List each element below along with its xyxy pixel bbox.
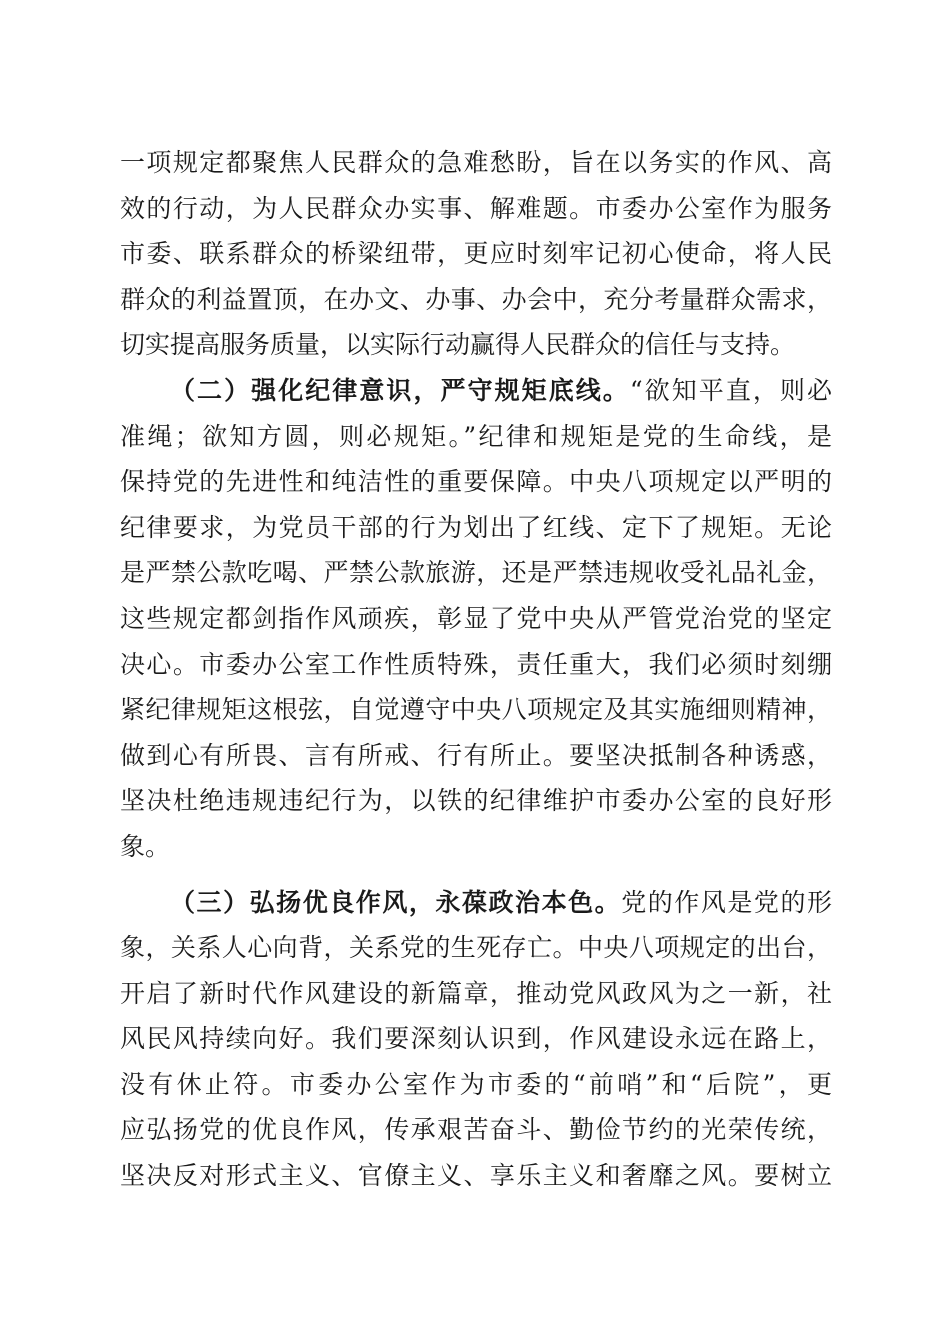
section-heading: （二）强化纪律意识，严守规矩底线。 — [170, 375, 630, 405]
text-line: 坚决反对形式主义、官僚主义、享乐主义和奢靡之风。要树立 — [120, 1161, 832, 1191]
text-line: 切实提高服务质量，以实际行动赢得人民群众的信任与支持。 — [120, 330, 796, 360]
text-span: 党的作风是党的形 — [621, 887, 832, 917]
paragraph-first-line — [120, 880, 832, 926]
text-line: 风民风持续向好。我们要深刻认识到，作风建设永远在路上， — [120, 1024, 832, 1054]
text-line: 坚决杜绝违规违纪行为，以铁的纪律维护市委办公室的良好形 — [120, 786, 832, 816]
text-line: 是严禁公款吃喝、严禁公款旅游，还是严禁违规收受礼品礼金， — [120, 558, 832, 588]
text-line: 纪律要求，为党员干部的行为划出了红线、定下了规矩。无论 — [120, 512, 832, 542]
paragraph-discipline — [120, 368, 832, 870]
paragraph-service — [120, 140, 832, 368]
text-line: 效的行动，为人民群众办实事、解难题。市委办公室作为服务 — [120, 193, 832, 223]
text-line: 群众的利益置顶，在办文、办事、办会中，充分考量群众需求， — [120, 284, 832, 314]
text-line: 市委、联系群众的桥梁纽带，更应时刻牢记初心使命，将人民 — [120, 239, 832, 269]
text-line: 保持党的先进性和纯洁性的重要保障。中央八项规定以严明的 — [120, 467, 832, 497]
text-line: 象，关系人心向背，关系党的生死存亡。中央八项规定的出台， — [120, 933, 832, 963]
paragraph-style — [120, 880, 832, 1199]
text-line: 开启了新时代作风建设的新篇章，推动党风政风为之一新，社 — [120, 978, 832, 1008]
text-line: 这些规定都剑指作风顽疾，彰显了党中央从严管党治党的坚定 — [120, 603, 832, 633]
text-line: 准绳；欲知方圆，则必规矩。”纪律和规矩是党的生命线，是 — [120, 421, 832, 451]
text-line: 象。 — [120, 831, 171, 861]
text-line: 紧纪律规矩这根弦，自觉遵守中央八项规定及其实施细则精神， — [120, 695, 832, 725]
paragraph-gap — [120, 870, 832, 880]
text-span: “欲知平直，则必 — [629, 375, 832, 405]
text-line: 没有休止符。市委办公室作为市委的“前哨”和“后院”，更 — [120, 1069, 832, 1099]
text-line: 一项规定都聚焦人民群众的急难愁盼，旨在以务实的作风、高 — [120, 148, 832, 177]
paragraph-first-line — [120, 368, 832, 414]
text-line: 决心。市委办公室工作性质特殊，责任重大，我们必须时刻绷 — [120, 649, 832, 679]
document-page — [120, 140, 832, 1199]
text-line: 应弘扬党的优良作风，传承艰苦奋斗、勤俭节约的光荣传统， — [120, 1115, 832, 1145]
section-heading: （三）弘扬优良作风，永葆政治本色。 — [170, 887, 622, 917]
text-line: 做到心有所畏、言有所戒、行有所止。要坚决抵制各种诱惑， — [120, 740, 832, 770]
